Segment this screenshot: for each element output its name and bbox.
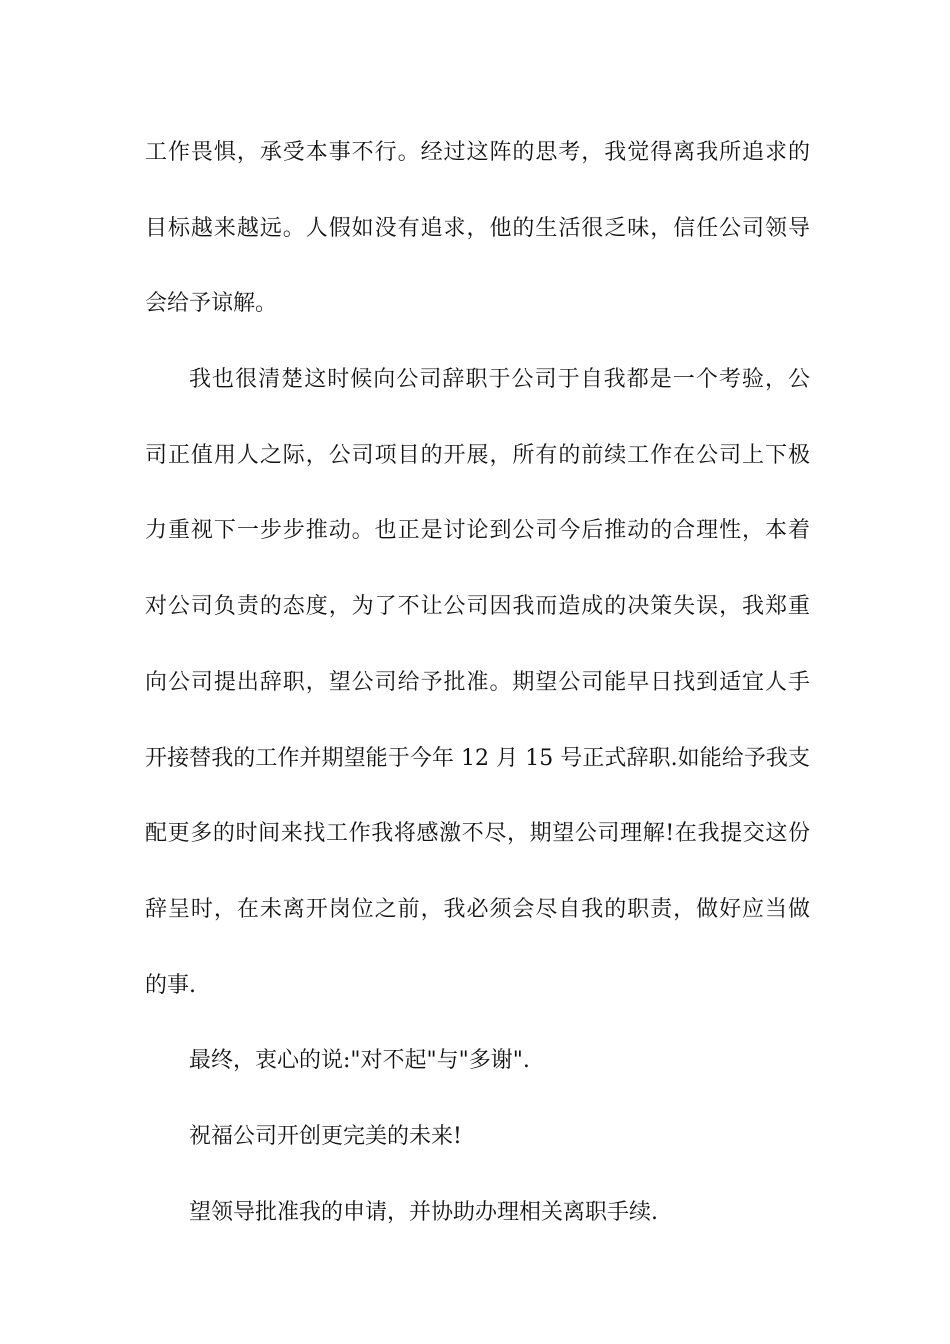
body-line: 辞呈时，在未离开岗位之前，我必须会尽自我的职责，做好应当做 xyxy=(145,896,810,922)
paragraph-first-line: 我也很清楚这时候向公司辞职于公司于自我都是一个考验，公 xyxy=(189,367,810,393)
body-line: 司正值用人之际，公司项目的开展，所有的前续工作在公司上下极 xyxy=(145,442,810,468)
body-line: 工作畏惧，承受本事不行。经过这阵的思考，我觉得离我所追求的 xyxy=(145,140,810,165)
body-line: 对公司负责的态度，为了不让公司因我而造成的决策失误，我郑重 xyxy=(145,594,810,620)
body-line: 力重视下一步步推动。也正是讨论到公司今后推动的合理性，本着 xyxy=(145,518,810,544)
closing-line-blessing: 祝福公司开创更完美的未来! xyxy=(189,1123,462,1149)
body-line: 目标越来越远。人假如没有追求，他的生活很乏味，信任公司领导 xyxy=(145,215,810,241)
body-line: 向公司提出辞职，望公司给予批准。期望公司能早日找到适宜人手 xyxy=(145,669,810,695)
body-line: 配更多的时间来找工作我将感激不尽，期望公司理解!在我提交这份 xyxy=(145,821,810,847)
closing-line-request: 望领导批准我的申请，并协助办理相关离职手续. xyxy=(189,1199,658,1225)
body-line: 会给予谅解。 xyxy=(145,291,278,317)
body-line: 的事. xyxy=(145,972,196,998)
closing-line-apology: 最终，衷心的说:"对不起"与"多谢". xyxy=(189,1048,530,1074)
body-line: 开接替我的工作并期望能于今年 12 月 15 号正式辞职.如能给予我支 xyxy=(145,745,810,771)
document-body xyxy=(145,128,810,1263)
